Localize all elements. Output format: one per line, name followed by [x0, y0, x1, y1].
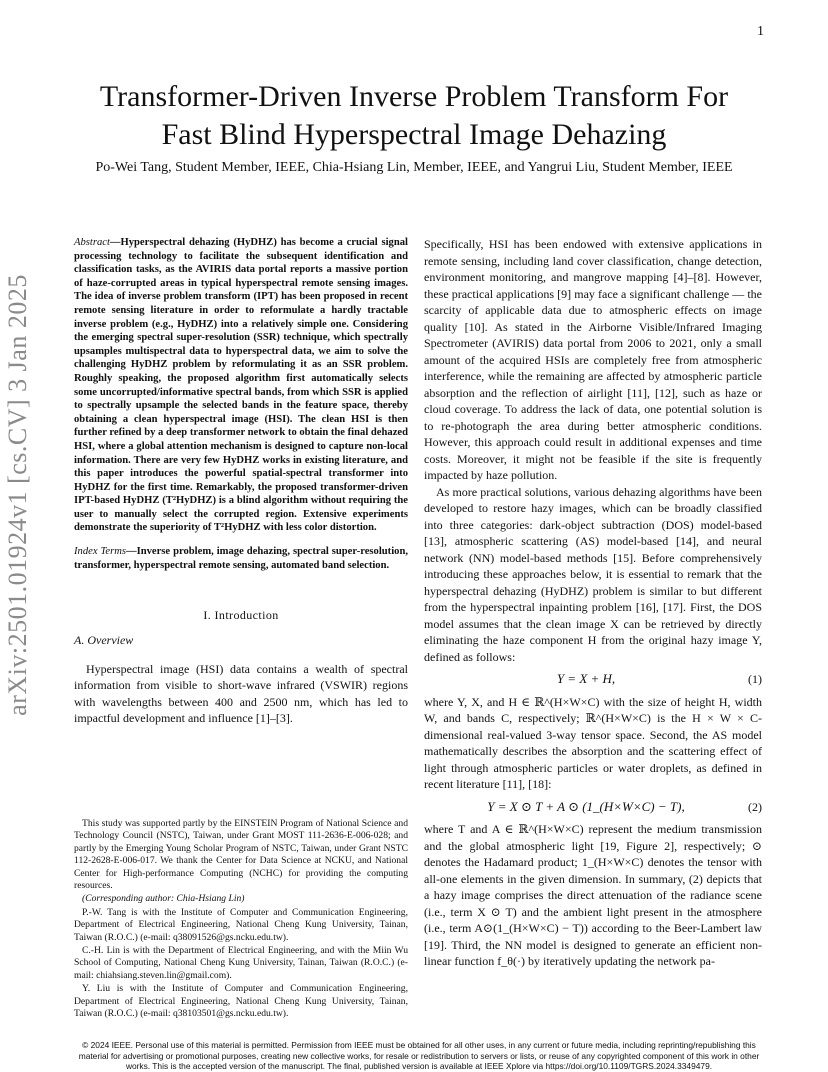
right-paragraph-3: where Y, X, and H ∈ ℝ^(H×W×C) with the size of height H, width W, and bands C, respectively; ℝ^(H×W×C) is the H × W × C-dimensional real-valued 3-way tensor space. Second, the AS model mathematically describes the absorption and the scattering effect of light through atmospheric particles or water droplets, as defined in recent literature [11], [18]: [424, 694, 762, 791]
right-column [424, 236, 762, 970]
equation-2-number: (2) [748, 799, 762, 814]
equation-2 [424, 799, 762, 816]
subsection-heading-overview: A. Overview [74, 633, 134, 648]
abstract-paragraph [74, 236, 408, 535]
footnote-funding: This study was supported partly by the EINSTEIN Program of National Science and Technology Council (NSTC), Taiwan, under Grant MOST 111-2636-E-006-028; and partly by the Emerging Young Scholar Program of NSTC, Taiwan, under Grant NSTC 112-2628-E-006-017. We thank the Center for Data Science at NCKU, and National Center for High-performance Computing (NCHC) for providing the computing resources. [74, 818, 408, 892]
arxiv-side-stamp: arXiv:2501.01924v1 [cs.CV] 3 Jan 2025 [3, 274, 32, 716]
equation-1 [424, 671, 762, 688]
abstract [74, 236, 408, 535]
right-paragraph-4: where T and A ∈ ℝ^(H×W×C) represent the medium transmission and the global atmospheric light [19, Figure 2], respectively; ⊙ denotes the Hadamard product; 1_(H×W×C) denotes the tensor with all-one elements in the given dimension. In summary, (2) depicts that a hazy image comprises the direct attenuation of the radiance scene (i.e., term X ⊙ T) and the ambient light present in the atmosphere (i.e., term A⊙(1_(H×W×C) − T)) according to the Beer-Lambert law [19]. Third, the NN model is designed to generate an efficient non-linear function f_θ(·) by iteratively updating the network pa- [424, 822, 762, 968]
title-line-1: Transformer-Driven Inverse Problem Transform For [99, 80, 729, 113]
equation-1-body: Y = X + H, [556, 671, 616, 686]
footnote-corresponding: (Corresponding author: Chia-Hsiang Lin) [82, 893, 245, 905]
right-paragraph-2: As more practical solutions, various dehazing algorithms have been developed to restore hazy images, which can be broadly classified into three categories: dark-object subtraction (DOS) model-based [13], atmospheric scattering (AS) model-based [14], and neural network (NN) model-based methods [15]. Before comprehensively introducing these approaches below, it is essential to remark that the hyperspectral dehazing (HyDHZ) problem is similar to but different from the hyperspectral inpainting problem [16], [17]. First, the DOS model assumes that the clean image X can be retrieved by directly eliminating the haze component H from the original hazy image Y, defined as follows: [424, 484, 762, 664]
left-column [74, 236, 408, 727]
footnote-author-3: Y. Liu is with the Institute of Computer and Communication Engineering, Department of Electrical Engineering, National Cheng Kung University, Tainan, Taiwan (R.O.C.) (e-mail: q38103501@gs.ncku.edu.tw). [74, 983, 408, 1020]
right-paragraph-1: Specifically, HSI has been endowed with extensive applications in remote sensing, including land cover classification, change detection, environment monitoring, and mangrove mapping [4]–[8]. However, these practical applications [9] may face a significant challenge — the scarcity of applicable data due to atmospheric effects on image quality [10]. As stated in the Airborne Visible/Infrared Imaging Spectrometer (AVIRIS) data portal from 2006 to 2021, only a small amount of the acquired HSIs are completely free from atmospheric interference, while the remaining are affected by atmospheric particle absorption and the reflection of airlight [11], [12], such as haze or cloud coverage. To address the lack of data, one potential solution is to re-photograph the area during better atmospheric conditions. However, this approach could result in additional expenses and time costs. Moreover, it might not be feasible if the site is frequently impacted by haze pollution. [424, 237, 762, 482]
equation-1-number: (1) [748, 672, 762, 686]
footnote-author-2: C.-H. Lin is with the Department of Electrical Engineering, and with the Miin Wu School of Computing, National Cheng Kung University, Tainan, Taiwan (R.O.C.) (e-mail: chiahsiang.steven.lin@gmail.com). [74, 945, 408, 981]
intro-paragraph: Hyperspectral image (HSI) data contains a wealth of spectral information from visible to short-wave infrared (VSWIR) regions with wavelengths between 400 and 2500 nm, which has led to impactful development and influence [1]–[3]. [74, 661, 408, 726]
author-list: Po-Wei Tang, Student Member, IEEE, Chia-Hsiang Lin, Member, IEEE, and Yangrui Liu, Student Member, IEEE [95, 160, 733, 175]
copyright-notice: © 2024 IEEE. Personal use of this material is permitted. Permission from IEEE must be obtained for all other uses, in any current or future media, including reprinting/republishing this material for advertising or promotional purposes, creating new collective works, for resale or redistribution to servers or lists, or reuse of any copyrighted component of this work in other works. This is the accepted version of the manuscript. The final, published version is available at IEEE Xplore via https://doi.org/10.1109/TGRS.2024.3349479. [78, 1040, 760, 1072]
section-heading-introduction: I. Introduction [203, 608, 279, 623]
index-terms [74, 545, 408, 572]
abstract-lead: Abstract [74, 237, 110, 248]
abstract-text: —Hyperspectral dehazing (HyDHZ) has become a crucial signal processing technology to facilitate the subsequent identification and classification tasks, as the AVIRIS data portal reports a massive portion of haze-corrupted areas in typical hyperspectral remote sensing images. The idea of inverse problem transform (IPT) has been proposed in recent remote sensing literature in order to reformulate a hardly tractable inverse problem (e.g., HyDHZ) into a relatively simple one. Considering the emerging spectral super-resolution (SSR) technique, which spectrally upsamples multispectral data to hyperspectral data, we aim to solve the challenging HyDHZ problem by reformulating it as an SSR problem. Roughly speaking, the proposed algorithm first automatically selects some uncorrupted/informative spectral bands, from which SSR is applied to spectrally upsample the selected bands in the feature space, thereby obtaining a clean hyperspectral image (HSI). The clean HSI is then further refined by a deep transformer network to obtain the final dehazed HSI, where a global attention mechanism is designed to capture non-local information. There are very few HyDHZ works in existing literature, and this paper introduces the powerful spatial-spectral transformer into HyDHZ for the first time. Remarkably, the proposed transformer-driven IPT-based HyDHZ (T²HyDHZ) is a blind algorithm without requiring the user to manually select the corrupted region. Extensive experiments demonstrate the superiority of T²HyDHZ with less color distortion. [74, 237, 408, 534]
title-line-2: Fast Blind Hyperspectral Image Dehazing [161, 118, 667, 151]
footnote-author-1: P.-W. Tang is with the Institute of Computer and Communication Engineering, Department of Electrical Engineering, National Cheng Kung University, Tainan, Taiwan (R.O.C.) (e-mail: q38091526@gs.ncku.edu.tw). [74, 906, 408, 943]
paper-title [40, 78, 788, 154]
index-terms-text: —Inverse problem, image dehazing, spectral super-resolution, transformer, hyperspectral remote sensing, automated band selection. [74, 546, 408, 571]
equation-2-body: Y = X ⊙ T + A ⊙ (1_(H×W×C) − T), [487, 798, 685, 814]
index-terms-lead: Index Terms [74, 546, 126, 558]
page-number: 1 [757, 24, 764, 39]
footnotes [74, 818, 408, 1022]
